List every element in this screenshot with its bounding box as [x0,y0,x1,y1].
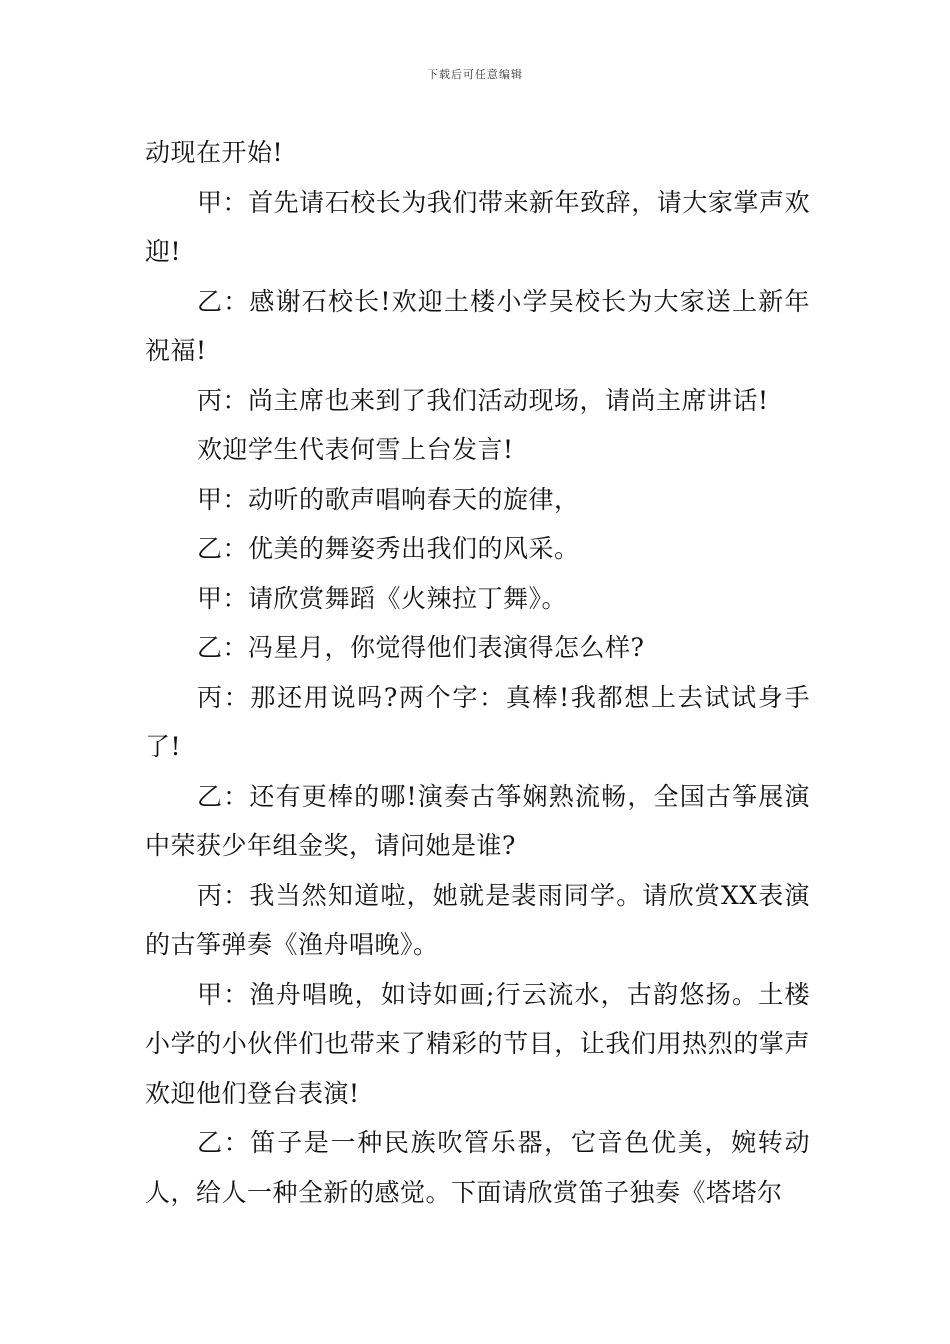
paragraph: 动现在开始! [145,138,284,167]
paragraph: 丙：尚主席也来到了我们活动现场，请尚主席讲话! [197,385,769,415]
paragraph: 甲：动听的歌声唱响春天的旋律， [197,484,580,514]
paragraph: 甲：请欣赏舞蹈《火辣拉丁舞》。 [197,583,568,613]
page-header-note: 下载后可任意编辑 [427,68,523,81]
paragraph: 乙：优美的舞姿秀出我们的风采。 [197,534,580,563]
paragraph: 乙：冯星月，你觉得他们表演得怎么样? [197,633,645,662]
paragraph: 丙：那还用说吗?两个字：真棒!我都想上去试试身手了! [145,682,810,761]
paragraph: 欢迎学生代表何雪上台发言! [197,435,514,464]
paragraph: 丙：我当然知道啦，她就是裴雨同学。请欣赏XX表演的古筝弹奏《渔舟唱晚》。 [145,880,810,959]
document-body [145,128,810,1217]
paragraph: 甲：首先请石校长为我们带来新年致辞，请大家掌声欢迎! [145,187,810,266]
paragraph: 乙：笛子是一种民族吹管乐器，它音色优美，婉转动人，给人一种全新的感觉。下面请欣赏笛子独奏《塔塔尔 [145,1128,810,1207]
paragraph: 乙：感谢石校长!欢迎土楼小学吴校长为大家送上新年祝福! [145,286,810,365]
paragraph: 甲：渔舟唱晚，如诗如画;行云流水，古韵悠扬。土楼小学的小伙伴们也带来了精彩的节目，让我们用热烈的掌声欢迎他们登台表演! [145,979,810,1108]
paragraph: 乙：还有更棒的哪!演奏古筝娴熟流畅，全国古筝展演中荣获少年组金奖，请问她是谁? [145,781,810,860]
